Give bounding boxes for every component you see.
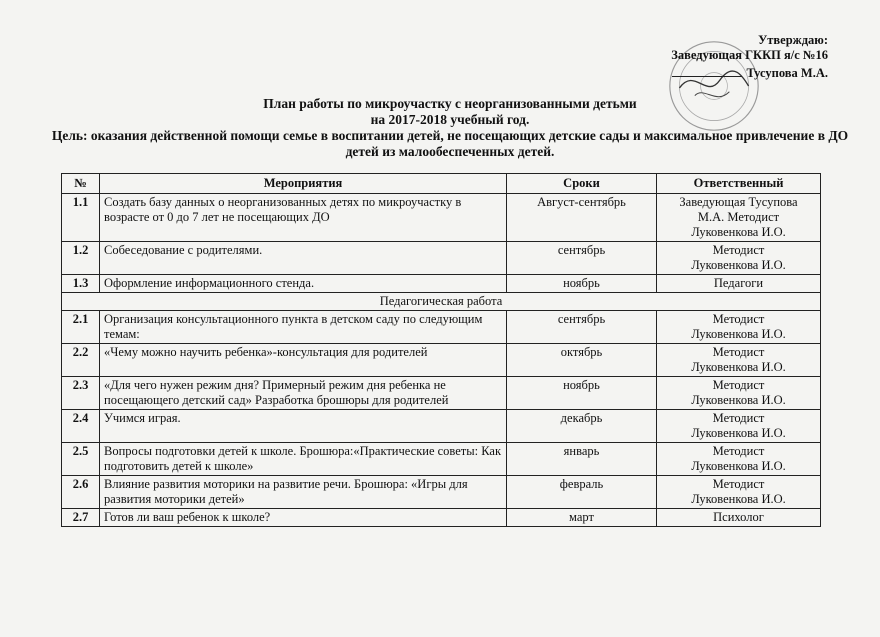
row-number: 1.3: [62, 275, 100, 293]
row-date: март: [507, 509, 657, 527]
approval-name: Тусупова М.А.: [746, 66, 828, 80]
approval-signature-line: [672, 65, 828, 81]
table-row: [62, 509, 821, 527]
signature-blank: [672, 65, 742, 77]
row-responsible: Методист Луковенкова И.О.: [657, 311, 821, 344]
plan-table: [61, 173, 821, 527]
table-row: [62, 476, 821, 509]
row-number: 1.1: [62, 194, 100, 242]
row-event: «Для чего нужен режим дня? Примерный режим дня ребенка не посещающего детский сад» Разработка брошюры для родителей: [100, 377, 507, 410]
document-heading: [40, 96, 860, 160]
plan-year: на 2017-2018 учебный год.: [370, 112, 530, 127]
row-responsible: Методист Луковенкова И.О.: [657, 242, 821, 275]
header-number: №: [62, 174, 100, 194]
row-event: «Чему можно научить ребенка»-консультация для родителей: [100, 344, 507, 377]
table-row: [62, 275, 821, 293]
row-event: Оформление информационного стенда.: [100, 275, 507, 293]
row-date: сентябрь: [507, 311, 657, 344]
table-header-row: [62, 174, 821, 194]
row-responsible: Методист Луковенкова И.О.: [657, 410, 821, 443]
row-responsible: Педагоги: [657, 275, 821, 293]
row-number: 2.7: [62, 509, 100, 527]
row-number: 2.4: [62, 410, 100, 443]
row-number: 2.5: [62, 443, 100, 476]
table-row: [62, 344, 821, 377]
row-date: февраль: [507, 476, 657, 509]
row-event: Учимся играя.: [100, 410, 507, 443]
approval-block: [671, 33, 828, 81]
row-responsible: Заведующая Тусупова М.А. Методист Луковенкова И.О.: [657, 194, 821, 242]
row-event: Организация консультационного пункта в детском саду по следующим темам:: [100, 311, 507, 344]
row-number: 2.6: [62, 476, 100, 509]
table-row: [62, 242, 821, 275]
row-event: Создать базу данных о неорганизованных детях по микроучастку в возрасте от 0 до 7 лет не посещающих ДО: [100, 194, 507, 242]
row-event: Собеседование с родителями.: [100, 242, 507, 275]
section-title: Педагогическая работа: [62, 293, 821, 311]
row-date: ноябрь: [507, 377, 657, 410]
approval-label: Утверждаю:: [758, 33, 828, 47]
row-number: 2.1: [62, 311, 100, 344]
row-number: 2.2: [62, 344, 100, 377]
row-number: 2.3: [62, 377, 100, 410]
row-date: сентябрь: [507, 242, 657, 275]
row-event: Влияние развития моторики на развитие речи. Брошюра: «Игры для развития моторики детей»: [100, 476, 507, 509]
row-responsible: Методист Луковенкова И.О.: [657, 344, 821, 377]
table-row: [62, 194, 821, 242]
section-row: [62, 293, 821, 311]
table-row: [62, 443, 821, 476]
row-responsible: Методист Луковенкова И.О.: [657, 476, 821, 509]
row-date: декабрь: [507, 410, 657, 443]
row-date: январь: [507, 443, 657, 476]
header-date: Сроки: [507, 174, 657, 194]
row-event: Готов ли ваш ребенок к школе?: [100, 509, 507, 527]
plan-goal: Цель: оказания действенной помощи семье в воспитании детей, не посещающих детские сады и максимальное привлечение в ДО детей из малообеспеченных детей.: [51, 128, 849, 159]
approval-position: Заведующая ГККП я/с №16: [671, 48, 828, 62]
plan-title: План работы по микроучастку с неорганизованными детьми: [263, 96, 637, 111]
row-date: Август-сентябрь: [507, 194, 657, 242]
table-row: [62, 311, 821, 344]
row-responsible: Методист Луковенкова И.О.: [657, 443, 821, 476]
table-row: [62, 377, 821, 410]
row-number: 1.2: [62, 242, 100, 275]
row-responsible: Методист Луковенкова И.О.: [657, 377, 821, 410]
header-responsible: Ответственный: [657, 174, 821, 194]
row-responsible: Психолог: [657, 509, 821, 527]
table-row: [62, 410, 821, 443]
header-event: Мероприятия: [100, 174, 507, 194]
row-date: ноябрь: [507, 275, 657, 293]
row-event: Вопросы подготовки детей к школе. Брошюра:«Практические советы: Как подготовить детей к школе»: [100, 443, 507, 476]
row-date: октябрь: [507, 344, 657, 377]
